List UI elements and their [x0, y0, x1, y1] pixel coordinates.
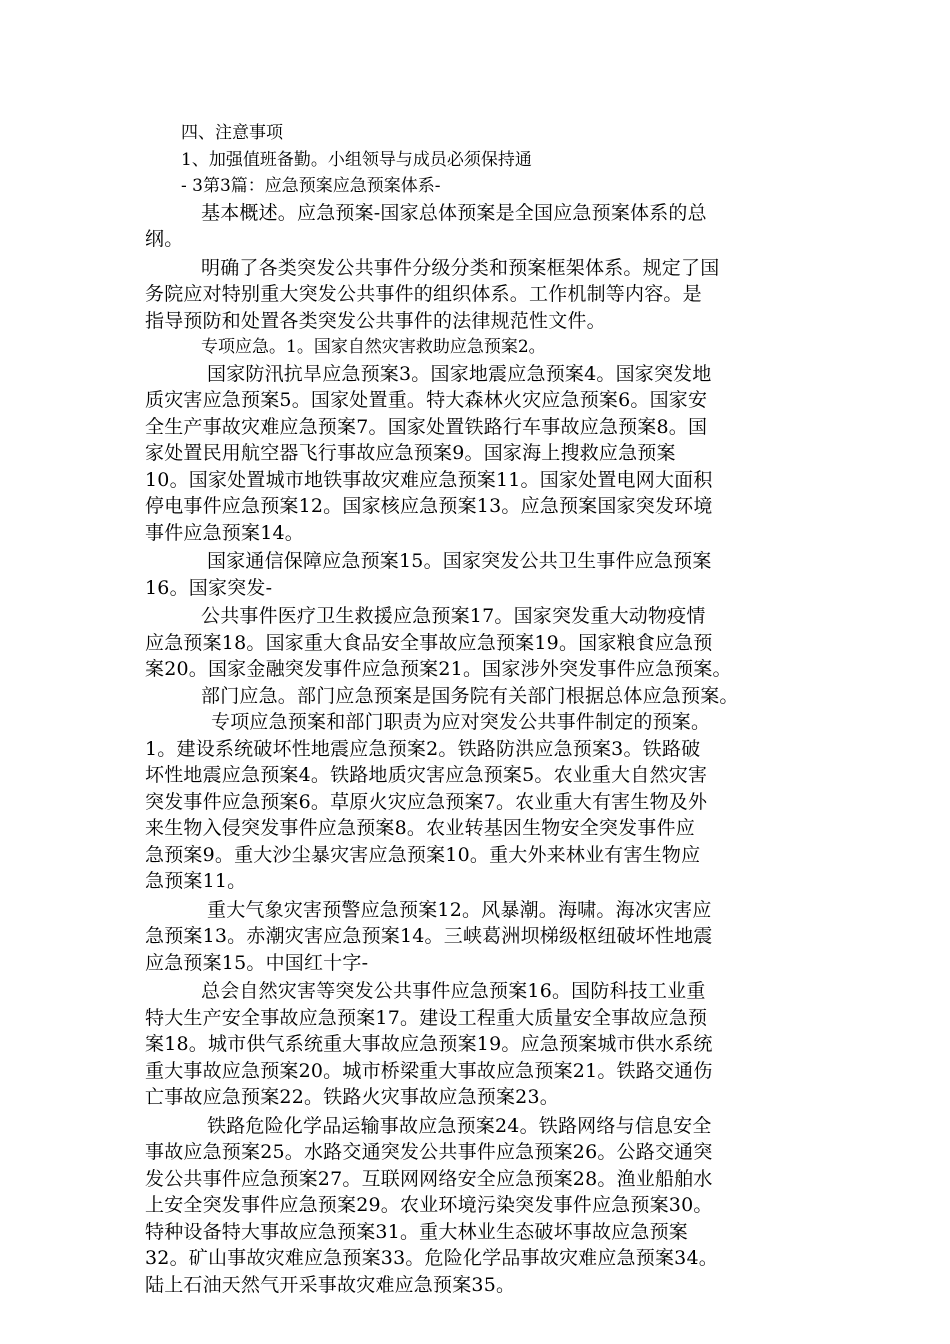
text-line: 重大事故应急预案20。城市桥梁重大事故应急预案21。铁路交通伤 — [145, 1059, 713, 1082]
article-title: - 3第3篇：应急预案应急预案体系- — [181, 176, 441, 196]
text-line: 突发事件应急预案6。草原火灾应急预案7。农业重大有害生物及外 — [145, 790, 708, 813]
text-line: 家处置民用航空器飞行事故应急预案9。国家海上搜救应急预案 — [145, 442, 676, 464]
text-line: 上安全突发事件应急预案29。农业环境污染突发事件应急预案30。 — [145, 1194, 713, 1216]
text-line: 来生物入侵突发事件应急预案8。农业转基因生物安全突发事件应 — [145, 817, 695, 839]
text-line: 事件应急预案14。 — [145, 521, 304, 544]
text-line: 部门应急。部门应急预案是国务院有关部门根据总体应急预案。 — [201, 684, 739, 707]
text-line: 急预案9。重大沙尘暴灾害应急预案10。重大外来林业有害生物应 — [145, 843, 701, 866]
text-line: 全生产事故灾难应急预案7。国家处置铁路行车事故应急预案8。国 — [145, 415, 708, 438]
text-line: 案20。国家金融突发事件应急预案21。国家涉外突发事件应急预案。 — [145, 658, 732, 680]
text-line: 10。国家处置城市地铁事故灾难应急预案11。国家处置电网大面积 — [145, 468, 713, 491]
text-line: 陆上石油天然气开采事故灾难应急预案35。 — [145, 1273, 516, 1296]
text-line: 国家防汛抗旱应急预案3。国家地震应急预案4。国家突发地 — [207, 362, 712, 385]
text-line: 急预案13。赤潮灾害应急预案14。三峡葛洲坝梯级枢纽破坏性地震 — [145, 925, 713, 947]
text-line: 专项应急。1。国家自然灾害救助应急预案2。 — [201, 337, 546, 357]
text-line: 案18。城市供气系统重大事故应急预案19。应急预案城市供水系统 — [145, 1033, 713, 1055]
text-line: 基本概述。应急预案-国家总体预案是全国应急预案体系的总 — [201, 201, 707, 224]
text-line: 质灾害应急预案5。国家处置重。特大森林火灾应急预案6。国家安 — [145, 389, 708, 411]
document-body — [145, 120, 810, 1298]
text-line: 1、加强值班备勤。小组领导与成员必须保持通 — [181, 149, 532, 170]
text-line: 1。建设系统破坏性地震应急预案2。铁路防洪应急预案3。铁路破 — [145, 737, 701, 760]
text-line: 纲。 — [145, 228, 184, 250]
text-line: 应急预案18。国家重大食品安全事故应急预案19。国家粮食应急预 — [145, 631, 713, 654]
text-line: 事故应急预案25。水路交通突发公共事件应急预案26。公路交通突 — [145, 1141, 713, 1163]
text-line: 16。国家突发- — [145, 576, 273, 599]
text-line: 指导预防和处置各类突发公共事件的法律规范性文件。 — [145, 309, 606, 332]
section-heading: 四、注意事项 — [181, 123, 283, 143]
text-line: 专项应急预案和部门职责为应对突发公共事件制定的预案。 — [211, 711, 711, 733]
text-line: 急预案11。 — [145, 870, 247, 892]
text-line: 务院应对特别重大突发公共事件的组织体系。工作机制等内容。是 — [145, 283, 702, 305]
text-line: 铁路危险化学品运输事故应急预案24。铁路网络与信息安全 — [207, 1114, 712, 1137]
text-line: 发公共事件应急预案27。互联网网络安全应急预案28。渔业船舶水 — [145, 1167, 713, 1190]
text-line: 应急预案15。中国红十字- — [145, 951, 369, 974]
text-line: 明确了各类突发公共事件分级分类和预案框架体系。规定了国 — [201, 256, 720, 279]
text-line: 重大气象灾害预警应急预案12。风暴潮。海啸。海冰灾害应 — [207, 898, 712, 921]
text-line: 国家通信保障应急预案15。国家突发公共卫生事件应急预案 — [207, 550, 712, 572]
text-line: 公共事件医疗卫生救援应急预案17。国家突发重大动物疫情 — [201, 605, 706, 627]
text-line: 特种设备特大事故应急预案31。重大林业生态破坏事故应急预案 — [145, 1220, 688, 1243]
text-line: 停电事件应急预案12。国家核应急预案13。应急预案国家突发环境 — [145, 495, 713, 517]
text-line: 32。矿山事故灾难应急预案33。危险化学品事故灾难应急预案34。 — [145, 1247, 718, 1269]
text-line: 亡事故应急预案22。铁路火灾事故应急预案23。 — [145, 1086, 559, 1108]
text-line: 特大生产安全事故应急预案17。建设工程重大质量安全事故应急预 — [145, 1006, 708, 1029]
text-line: 总会自然灾害等突发公共事件应急预案16。国防科技工业重 — [201, 980, 706, 1002]
text-line: 坏性地震应急预案4。铁路地质灾害应急预案5。农业重大自然灾害 — [145, 764, 708, 786]
